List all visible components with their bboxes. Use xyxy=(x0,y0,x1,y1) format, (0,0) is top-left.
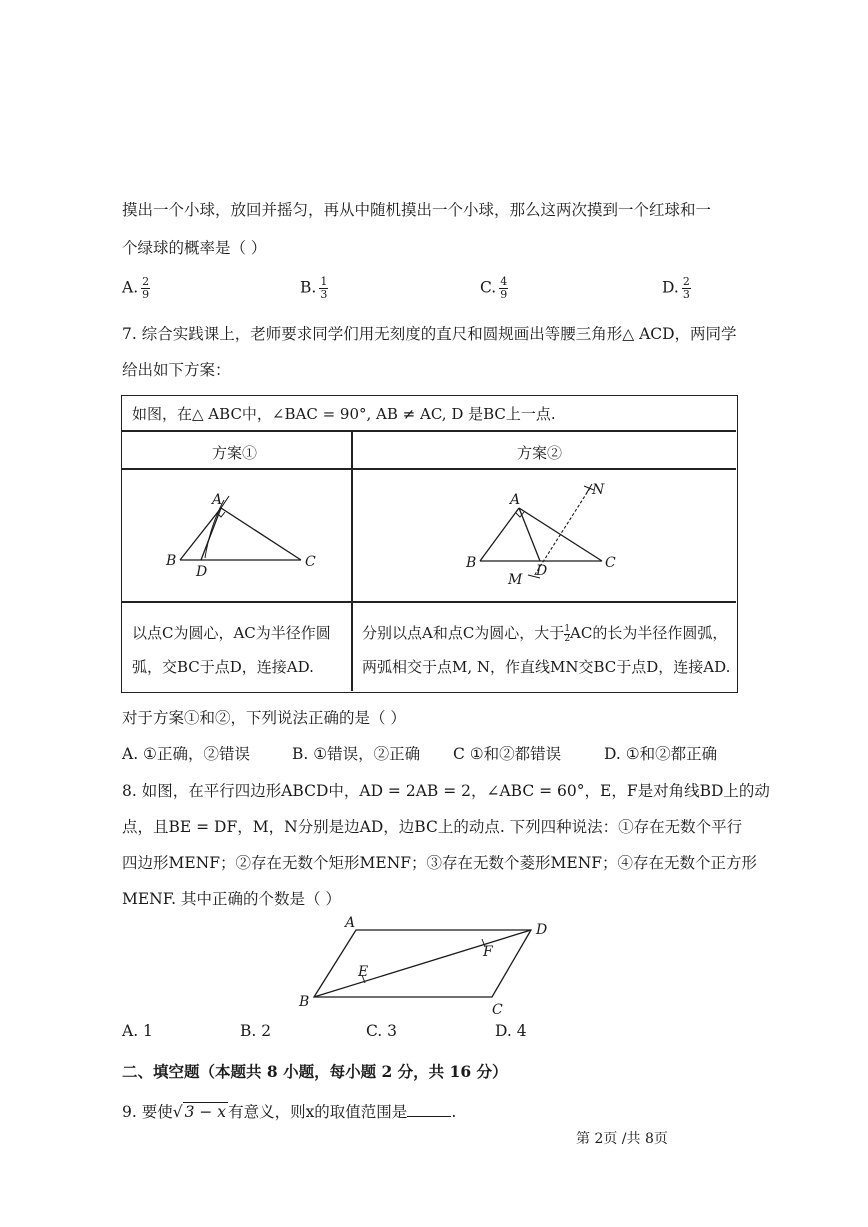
plan1-header: 方案① xyxy=(212,444,258,462)
plan2-text-2: 两弧相交于点M, N，作直线MN交BC于点D，连接AD. xyxy=(362,658,731,676)
plan1-figure xyxy=(162,486,352,586)
q8-label-a: A xyxy=(345,915,356,931)
page-number: 第 2页 /共 8页 xyxy=(576,1131,668,1147)
fig1-label-d: D xyxy=(196,564,208,580)
q8-line-2: 点，且BE = DF，M，N分别是边AD，边BC上的动点. 下列四种说法：①存在无数个平行 xyxy=(122,818,743,836)
q6-option-c: C. $\frac{4}{9}$ xyxy=(480,275,508,301)
plan1-text-1: 以点C为圆心，AC为半径作圆 xyxy=(132,624,331,642)
sqrt-expression: √ 3 − x xyxy=(172,1103,227,1121)
q9-line: 9. 要使√ 3 − x 有意义，则x的取值范围是 . xyxy=(122,1103,457,1121)
fig2-label-m: M xyxy=(508,572,523,588)
q7-option-b: B. ①错误，②正确 xyxy=(292,745,421,763)
q8-option-b: B. 2 xyxy=(240,1022,272,1040)
q8-option-c: C. 3 xyxy=(366,1022,398,1040)
fig2-label-a: A xyxy=(510,492,521,508)
plan2-figure xyxy=(462,476,662,596)
q8-line-4: MENF. 其中正确的个数是（ ） xyxy=(122,890,341,908)
section-2-title: 二、填空题（本题共 8 小题，每小题 2 分，共 16 分） xyxy=(122,1062,508,1081)
q8-line-1: 8. 如图，在平行四边形ABCD中，AD = 2AB = 2，∠ABC = 60°，E，F是对角线BD上的动 xyxy=(122,782,770,800)
table-intro: 如图，在△ ABC中，∠BAC = 90°, AB ≠ AC, D 是BC上一点. xyxy=(132,405,556,423)
fig1-label-b: B xyxy=(166,553,177,569)
q6-option-a: A. $\frac{2}{9}$ xyxy=(122,275,150,301)
q7-scheme-table xyxy=(121,395,738,693)
q8-option-a: A. 1 xyxy=(122,1022,153,1040)
fig2-label-c: C xyxy=(605,555,616,571)
q6-line-1: 摸出一个小球，放回并摇匀，再从中随机摸出一个小球，那么这两次摸到一个红球和一 xyxy=(122,201,712,219)
fig1-label-a: A xyxy=(212,492,223,508)
q8-label-d: D xyxy=(536,922,548,938)
q7-option-c: C ①和②都错误 xyxy=(453,745,562,763)
q7-option-a: A. ①正确，②错误 xyxy=(122,745,250,763)
fig2-label-n: N xyxy=(592,482,605,498)
q8-line-3: 四边形MENF；②存在无数个矩形MENF；③存在无数个菱形MENF；④存在无数个正方形 xyxy=(122,854,758,872)
q7-line-1: 7. 综合实践课上，老师要求同学们用无刻度的直尺和圆规画出等腰三角形△ ACD，两同学 xyxy=(122,325,737,343)
q8-label-c: C xyxy=(492,1002,503,1018)
q6-option-b: B. $\frac{1}{3}$ xyxy=(300,275,328,301)
q8-option-d: D. 4 xyxy=(495,1022,527,1040)
fig2-label-b: B xyxy=(466,555,477,571)
q8-parallelogram-figure xyxy=(290,910,560,1020)
fig1-label-c: C xyxy=(305,554,316,570)
q8-label-e: E xyxy=(358,964,369,980)
q6-line-2: 个绿球的概率是（ ） xyxy=(122,239,267,257)
q7-option-d: D. ①和②都正确 xyxy=(604,745,718,763)
answer-blank[interactable] xyxy=(407,1102,451,1117)
plan1-text-2: 弧，交BC于点D，连接AD. xyxy=(132,658,314,676)
q8-label-b: B xyxy=(299,994,310,1010)
q7-question: 对于方案①和②，下列说法正确的是（ ） xyxy=(122,709,406,727)
q6-option-d: D. $\frac{2}{3}$ xyxy=(662,275,690,301)
plan2-text-1: 分别以点A和点C为圆心，大于 $\frac{1}{2}$ AC的长为半径作圆弧， xyxy=(362,623,728,644)
plan2-header: 方案② xyxy=(517,444,563,462)
q7-line-2: 给出如下方案： xyxy=(122,361,231,379)
q8-label-f: F xyxy=(483,944,493,960)
fig2-label-d: D xyxy=(536,563,548,579)
